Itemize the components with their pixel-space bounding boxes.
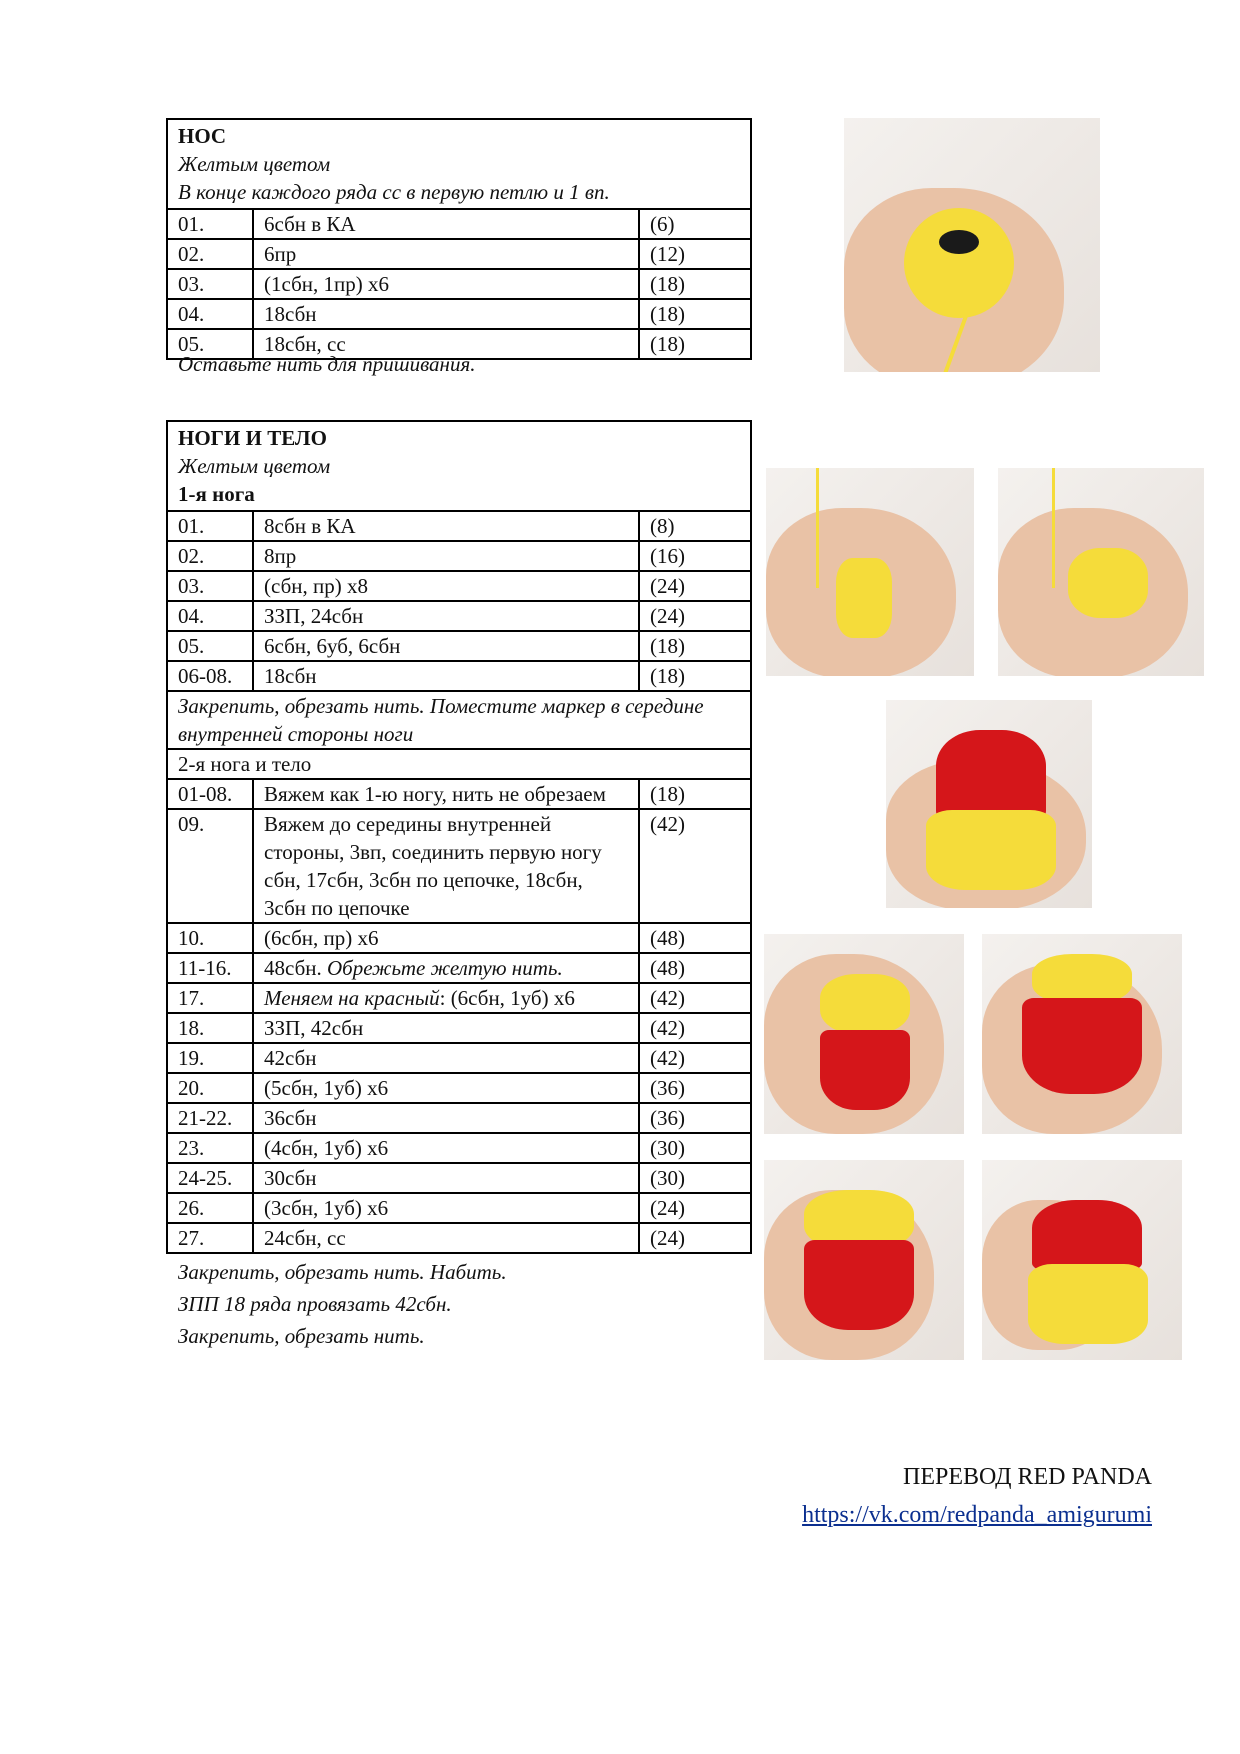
row-count: (24) <box>639 1193 751 1223</box>
leg1-label: 1-я нога <box>178 482 255 506</box>
row-count: (48) <box>639 953 751 983</box>
row-number: 01-08. <box>167 779 253 809</box>
row-text: 6сбн в КА <box>253 209 639 239</box>
body-after-note-3: Закрепить, обрезать нить. <box>178 1324 425 1348</box>
row-text-plain: 48сбн. <box>264 956 327 980</box>
row-number: 05. <box>167 329 253 359</box>
row-count: (24) <box>639 571 751 601</box>
photo-leg-2 <box>998 468 1204 676</box>
row-number: 21-22. <box>167 1103 253 1133</box>
body-table <box>166 420 752 1254</box>
table-row <box>167 1193 751 1223</box>
table-row <box>167 1013 751 1043</box>
row-text <box>253 983 639 1013</box>
row-text: 36сбн <box>253 1103 639 1133</box>
row-text: 6пр <box>253 239 639 269</box>
table-row <box>167 983 751 1013</box>
row-number: 27. <box>167 1223 253 1253</box>
row-count: (18) <box>639 329 751 359</box>
body-color-note: Желтым цветом <box>178 454 331 478</box>
photo-sewing-3 <box>764 1160 964 1360</box>
table-row <box>167 601 751 631</box>
table-row <box>167 299 751 329</box>
leg1-note: Закрепить, обрезать нить. Поместите маркер в середине внутренней стороны ноги <box>167 691 751 749</box>
table-row <box>167 511 751 541</box>
row-text: 30сбн <box>253 1163 639 1193</box>
row-count: (16) <box>639 541 751 571</box>
body-after-note-2: ЗПП 18 ряда провязать 42сбн. <box>178 1292 452 1316</box>
row-number: 26. <box>167 1193 253 1223</box>
table-row <box>167 661 751 691</box>
nose-instruction: В конце каждого ряда сс в первую петлю и 1 вп. <box>178 180 610 204</box>
row-count: (36) <box>639 1103 751 1133</box>
row-text: Вяжем как 1-ю ногу, нить не обрезаем <box>253 779 639 809</box>
row-count: (30) <box>639 1163 751 1193</box>
row-text: 18сбн <box>253 661 639 691</box>
row-text: (4сбн, 1уб) х6 <box>253 1133 639 1163</box>
row-number: 09. <box>167 809 253 923</box>
table-row <box>167 1103 751 1133</box>
row-text: ЗЗП, 42сбн <box>253 1013 639 1043</box>
table-row <box>167 779 751 809</box>
row-number: 19. <box>167 1043 253 1073</box>
row-count: (30) <box>639 1133 751 1163</box>
row-text: 18сбн, сс <box>253 329 639 359</box>
table-row <box>167 953 751 983</box>
row-number: 02. <box>167 541 253 571</box>
photo-sewing-2 <box>982 934 1182 1134</box>
table-row <box>167 541 751 571</box>
leg2-label: 2-я нога и тело <box>167 749 751 779</box>
row-text <box>253 953 639 983</box>
credit-link[interactable]: https://vk.com/redpanda_amigurumi <box>802 1502 1152 1528</box>
photo-sewing-1 <box>764 934 964 1134</box>
row-count: (18) <box>639 269 751 299</box>
row-number: 05. <box>167 631 253 661</box>
row-count: (24) <box>639 1223 751 1253</box>
row-number: 11-16. <box>167 953 253 983</box>
photo-body-front <box>886 700 1092 908</box>
nose-after-note: Оставьте нить для пришивания. <box>178 352 476 376</box>
table-row <box>167 1043 751 1073</box>
row-text: Вяжем до середины внутренней стороны, 3вп, соединить первую ногу сбн, 17сбн, 3сбн по цепочке, 18сбн, 3сбн по цепочке <box>253 809 639 923</box>
table-row <box>167 631 751 661</box>
row-number: 04. <box>167 601 253 631</box>
row-number: 20. <box>167 1073 253 1103</box>
row-count: (42) <box>639 1013 751 1043</box>
row-number: 01. <box>167 511 253 541</box>
row-text: (сбн, пр) х8 <box>253 571 639 601</box>
row-text: 42сбн <box>253 1043 639 1073</box>
row-text: 24сбн, сс <box>253 1223 639 1253</box>
row-text: (6сбн, пр) х6 <box>253 923 639 953</box>
nose-table <box>166 118 752 360</box>
table-row <box>167 269 751 299</box>
body-after-note-1: Закрепить, обрезать нить. Набить. <box>178 1260 507 1284</box>
row-number: 01. <box>167 209 253 239</box>
table-row <box>167 571 751 601</box>
row-number: 03. <box>167 269 253 299</box>
table-row <box>167 1133 751 1163</box>
photo-leg-1 <box>766 468 974 676</box>
row-text: (3сбн, 1уб) х6 <box>253 1193 639 1223</box>
table-row <box>167 1073 751 1103</box>
row-count: (8) <box>639 511 751 541</box>
row-number: 17. <box>167 983 253 1013</box>
table-row <box>167 809 751 923</box>
credit-line: ПЕРЕВОД RED PANDA <box>903 1464 1152 1490</box>
row-count: (12) <box>639 239 751 269</box>
row-text-italic: Меняем на красный <box>264 986 440 1010</box>
row-count: (48) <box>639 923 751 953</box>
table-row <box>167 1223 751 1253</box>
table-row <box>167 1163 751 1193</box>
body-header <box>167 421 751 511</box>
row-text: (5сбн, 1уб) х6 <box>253 1073 639 1103</box>
row-count: (6) <box>639 209 751 239</box>
body-title: НОГИ И ТЕЛО <box>178 426 327 450</box>
row-text: (1сбн, 1пр) х6 <box>253 269 639 299</box>
row-count: (18) <box>639 779 751 809</box>
row-number: 02. <box>167 239 253 269</box>
row-count: (18) <box>639 661 751 691</box>
row-count: (18) <box>639 631 751 661</box>
row-count: (18) <box>639 299 751 329</box>
row-count: (42) <box>639 809 751 923</box>
row-count: (42) <box>639 983 751 1013</box>
row-number: 04. <box>167 299 253 329</box>
row-number: 10. <box>167 923 253 953</box>
row-text: 8сбн в КА <box>253 511 639 541</box>
credit <box>802 1458 1152 1534</box>
row-text: 18сбн <box>253 299 639 329</box>
row-text: 6сбн, 6уб, 6сбн <box>253 631 639 661</box>
row-number: 24-25. <box>167 1163 253 1193</box>
nose-header <box>167 119 751 209</box>
row-text-plain: : (6сбн, 1уб) х6 <box>439 986 575 1010</box>
row-count: (42) <box>639 1043 751 1073</box>
row-text: ЗЗП, 24сбн <box>253 601 639 631</box>
row-number: 06-08. <box>167 661 253 691</box>
nose-title: НОС <box>178 124 227 148</box>
row-count: (24) <box>639 601 751 631</box>
row-number: 18. <box>167 1013 253 1043</box>
row-number: 03. <box>167 571 253 601</box>
photo-nose <box>844 118 1100 372</box>
photo-body-back <box>982 1160 1182 1360</box>
table-row <box>167 239 751 269</box>
nose-color-note: Желтым цветом <box>178 152 331 176</box>
row-text-italic: Обрежьте желтую нить. <box>327 956 563 980</box>
table-row <box>167 923 751 953</box>
row-text: 8пр <box>253 541 639 571</box>
table-row <box>167 209 751 239</box>
row-count: (36) <box>639 1073 751 1103</box>
row-number: 23. <box>167 1133 253 1163</box>
